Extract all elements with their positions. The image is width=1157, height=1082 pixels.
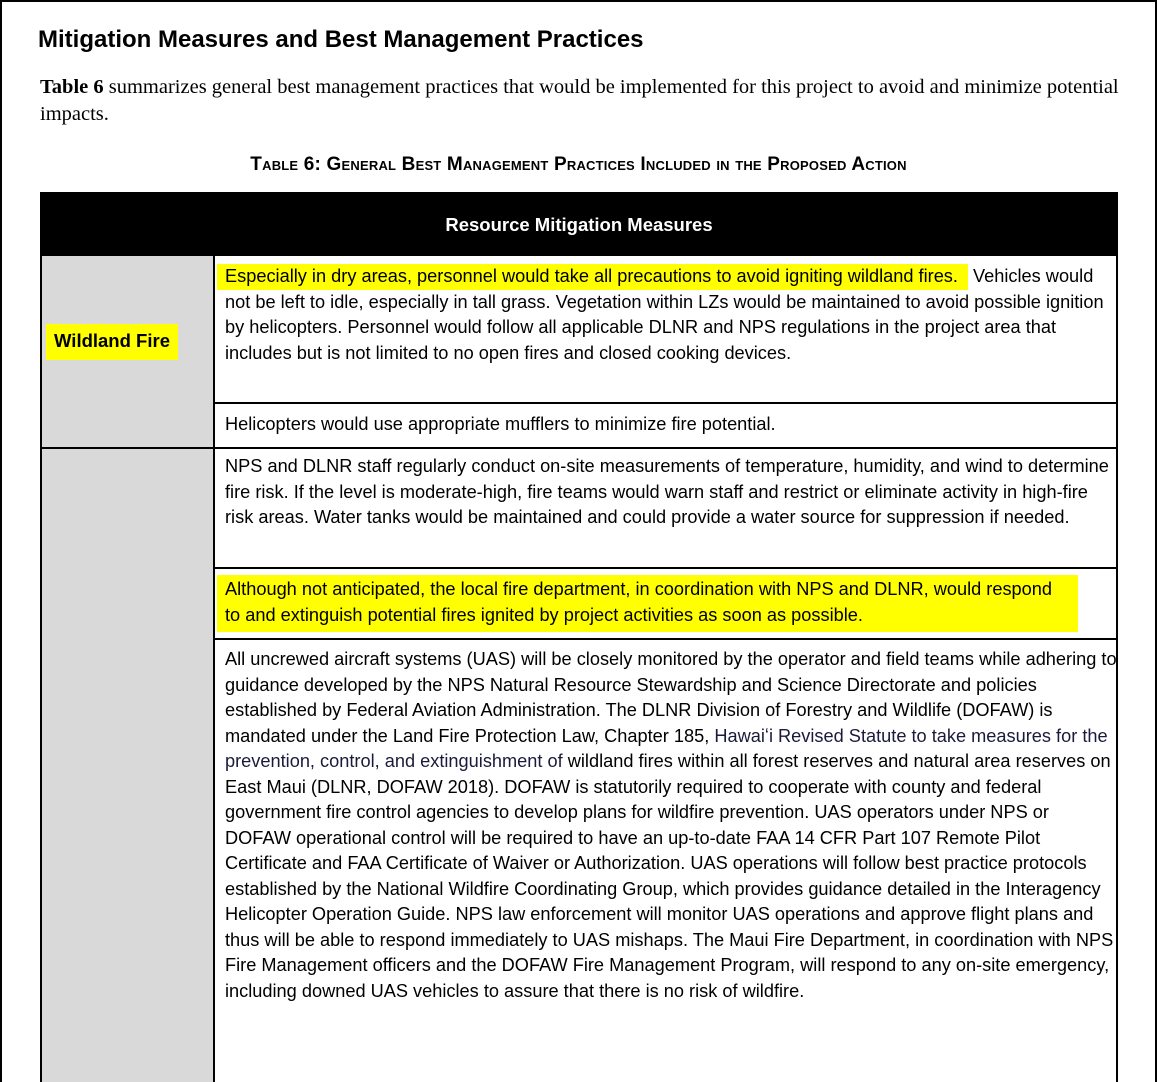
intro-text: summarizes general best management practices that would be implemented for this project to avoid and minimize potential impacts.: [40, 76, 1119, 125]
table-reference: Table 6: [40, 76, 104, 98]
measure-text: Vehicles would not be left to idle, especially in tall grass. Vegetation within LZs would be maintained to avoid possible ignition by helicopters. Personnel would follow all applicable DLNR and NPS regulations in the project area that includes but is not limited to no open fires and closed cooking devices.: [225, 266, 1104, 363]
measure-cell: [215, 404, 1118, 449]
measure-cell: [215, 449, 1118, 569]
measure-cell: [215, 256, 1118, 404]
measure-text: Hawaiʻi Revised Statute to take measures for the prevention, control, and extinguishment of: [225, 725, 1108, 771]
measure-cell: [215, 569, 1118, 640]
table-caption: Table 6: General Best Management Practices Included in the Proposed Action: [250, 154, 907, 175]
measure-text: wildland fires within all forest reserves and natural area reserves on East Maui (DLNR, DOFAW 2018). DOFAW is statutorily required to cooperate with county and federal government fire control agencies to develop plans for wildfire prevention. UAS operators under NPS or DOFAW operational control will be required to have an up-to-date FAA 14 CFR Part 107 Remote Pilot Certificate and FAA Certificate of Waiver or Authorization. UAS operations will follow best practice protocols established by the National Wildfire Coordinating Group, which provides guidance detailed in the Interagency Helicopter Operation Guide. NPS law enforcement will monitor UAS operations and approve flight plans and thus will be able to respond immediately to UAS mishaps. The Maui Fire Department, in coordination with NPS Fire Management officers and the DOFAW Fire Management Program, will respond to any on-site emergency, including downed UAS vehicles to assure that there is no risk of wildfire.: [225, 751, 1114, 1001]
section-heading: Mitigation Measures and Best Management Practices: [38, 26, 644, 53]
intro-paragraph: [40, 74, 1120, 128]
resource-cell-empty: [42, 449, 214, 1082]
measure-text: Helicopters would use appropriate mufflers to minimize fire potential.: [225, 414, 776, 434]
highlighted-text: Although not anticipated, the local fire department, in coordination with NPS and DLNR, would respond to and extinguish potential fires ignited by project activities as soon as possible.: [217, 575, 1078, 632]
measure-cell: [215, 640, 1118, 1082]
resource-cell-wildland-fire: [42, 256, 214, 449]
measure-text: NPS and DLNR staff regularly conduct on-site measurements of temperature, humidity, and wind to determine fire risk. If the level is moderate-high, fire teams would warn staff and restrict or eliminate activity in high-fire risk areas. Water tanks would be maintained and could provide a water source for suppression if needed.: [225, 456, 1109, 527]
mitigation-table: [40, 192, 1118, 1082]
highlighted-text: Especially in dry areas, personnel would take all precautions to avoid igniting wildland fires.: [217, 264, 968, 290]
table-header: Resource Mitigation Measures: [42, 194, 1116, 256]
resource-label: Wildland Fire: [46, 324, 178, 360]
measure-text: All uncrewed aircraft systems (UAS) will be closely monitored by the operator and field teams while adhering to guidance developed by the NPS Natural Resource Stewardship and Science Directorate and policies established by Federal Aviation Administration. The DLNR Division of Forestry and Wildlife (DOFAW) is mandated under the Land Fire Protection Law, Chapter 185,: [225, 649, 1117, 746]
